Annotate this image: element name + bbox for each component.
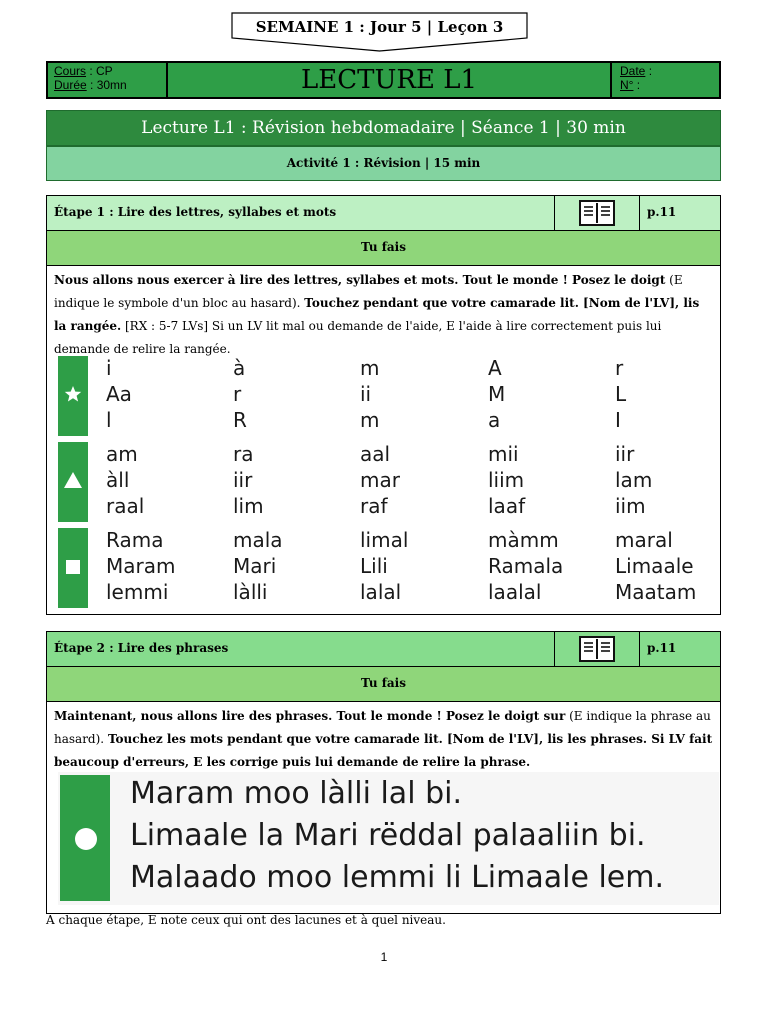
grid-block-1: [58, 356, 719, 436]
step-1-header: [47, 196, 720, 231]
grid-word: Rama: [106, 528, 164, 552]
step-2-page: p.11: [647, 641, 677, 655]
number-value: :: [633, 78, 641, 92]
grid-word: a: [488, 408, 501, 432]
sentence-panel: [58, 772, 719, 905]
course-info: [48, 63, 168, 97]
course-value: : CP: [86, 64, 113, 78]
grid-word: R: [233, 408, 247, 432]
footnote: A chaque étape, E note ceux qui ont des lacunes et à quel niveau.: [46, 913, 446, 927]
lesson-header-table: [46, 61, 721, 99]
step-2: [46, 631, 721, 914]
grid-word: lalal: [360, 580, 402, 604]
grid-word: limal: [360, 528, 409, 552]
grid-word: Maatam: [615, 580, 697, 604]
sentence-1: Maram moo làlli lal bi.: [130, 776, 462, 811]
triangle-icon: [63, 471, 83, 493]
grid-block-2: [58, 442, 719, 522]
number-label: N°: [620, 78, 634, 92]
grid-word: Lili: [360, 554, 388, 578]
grid-word: l: [106, 408, 112, 432]
step-1-instr-bold-2: Touchez pendant que votre camarade lit. [Nom de l'LV], lis la rangée.: [54, 296, 700, 333]
grid-word: mii: [488, 442, 519, 466]
duration-value: : 30mn: [86, 78, 127, 92]
grid-word: àll: [106, 468, 130, 492]
step-1-instr-text-2: [RX : 5-7 LVs] Si un LV lit mal ou demande de l'aide, E l'aide à lire correctement puis lui demande de relire la rangée.: [54, 319, 662, 356]
star-icon: [64, 385, 82, 407]
grid-word: mar: [360, 468, 400, 492]
grid-word: M: [488, 382, 506, 406]
week-banner: [231, 12, 528, 52]
book-icon: [554, 196, 640, 230]
grid-word: I: [615, 408, 621, 432]
activity-bar: Activité 1 : Révision | 15 min: [46, 146, 721, 181]
step-2-tu-fais: Tu fais: [47, 667, 720, 702]
circle-icon: [75, 828, 97, 850]
step-1-instr-text-1: (E indique le symbole d'un bloc au hasard).: [54, 273, 683, 310]
grid-word: lim: [233, 494, 264, 518]
step-2-instr-bold-2: Touchez les mots pendant que votre camarade lit. [Nom de l'LV], lis les phrases. Si LV fait beaucoup d'erreurs, E les corrige puis lui demande de relire la phrase.: [54, 732, 713, 769]
grid-word: aal: [360, 442, 391, 466]
step-2-header: [47, 632, 720, 667]
page-title: LECTURE L1: [168, 63, 612, 97]
grid-word: Aa: [106, 382, 132, 406]
grid-word: lam: [615, 468, 653, 492]
course-label: Cours: [54, 64, 87, 78]
step-1-tu-fais: Tu fais: [47, 231, 720, 266]
date-info: [612, 63, 719, 97]
date-value: :: [645, 64, 653, 78]
step-2-title: Étape 2 : Lire des phrases: [54, 641, 229, 655]
step-2-instr-text-1: (E indique la phrase au hasard).: [54, 709, 711, 746]
date-label: Date: [620, 64, 646, 78]
grid-word: laaf: [488, 494, 526, 518]
step-2-instructions: [47, 702, 720, 774]
step-2-instr-bold-1: Maintenant, nous allons lire des phrases. Tout le monde ! Posez le doigt sur: [54, 709, 566, 723]
grid-word: mala: [233, 528, 283, 552]
grid-word: ii: [360, 382, 372, 406]
step-1-title: Étape 1 : Lire des lettres, syllabes et mots: [54, 205, 337, 219]
lesson-bar: Lecture L1 : Révision hebdomadaire | Séance 1 | 30 min: [46, 110, 721, 146]
square-icon: [66, 559, 80, 578]
grid-word: iir: [233, 468, 253, 492]
step-1-instr-bold-1: Nous allons nous exercer à lire des lettres, syllabes et mots. Tout le monde ! Posez le doigt: [54, 273, 666, 287]
grid-word: iir: [615, 442, 635, 466]
grid-word: Limaale: [615, 554, 694, 578]
grid-word: r: [615, 356, 624, 380]
grid-word: liim: [488, 468, 525, 492]
grid-word: raal: [106, 494, 145, 518]
grid-word: à: [233, 356, 246, 380]
step-1-instructions: [47, 266, 720, 361]
step-1: [46, 195, 721, 615]
grid-word: m: [360, 408, 380, 432]
grid-word: iim: [615, 494, 646, 518]
grid-word: Ramala: [488, 554, 564, 578]
grid-word: r: [233, 382, 242, 406]
grid-word: Maram: [106, 554, 176, 578]
grid-word: maral: [615, 528, 673, 552]
page-number: 1: [380, 950, 388, 964]
grid-word: A: [488, 356, 502, 380]
grid-word: ra: [233, 442, 254, 466]
grid-word: am: [106, 442, 138, 466]
grid-block-3: [58, 528, 719, 608]
grid-word: lemmi: [106, 580, 169, 604]
grid-word: làlli: [233, 580, 268, 604]
grid-word: laalal: [488, 580, 542, 604]
sentence-3: Malaado moo lemmi li Limaale lem.: [130, 860, 665, 895]
grid-word: m: [360, 356, 380, 380]
grid-word: i: [106, 356, 112, 380]
week-banner-text: SEMAINE 1 : Jour 5 | Leçon 3: [255, 18, 504, 36]
grid-marker-2: [58, 442, 88, 522]
grid-word: raf: [360, 494, 388, 518]
step-1-page: p.11: [647, 205, 677, 219]
grid-marker-3: [58, 528, 88, 608]
sentence-2: Limaale la Mari rëddal palaaliin bi.: [130, 818, 646, 853]
grid-word: màmm: [488, 528, 559, 552]
grid-marker-1: [58, 356, 88, 436]
duration-label: Durée: [54, 78, 87, 92]
book-icon: [554, 632, 640, 666]
grid-word: Mari: [233, 554, 277, 578]
sentence-marker-bar: [60, 775, 110, 901]
grid-word: L: [615, 382, 627, 406]
